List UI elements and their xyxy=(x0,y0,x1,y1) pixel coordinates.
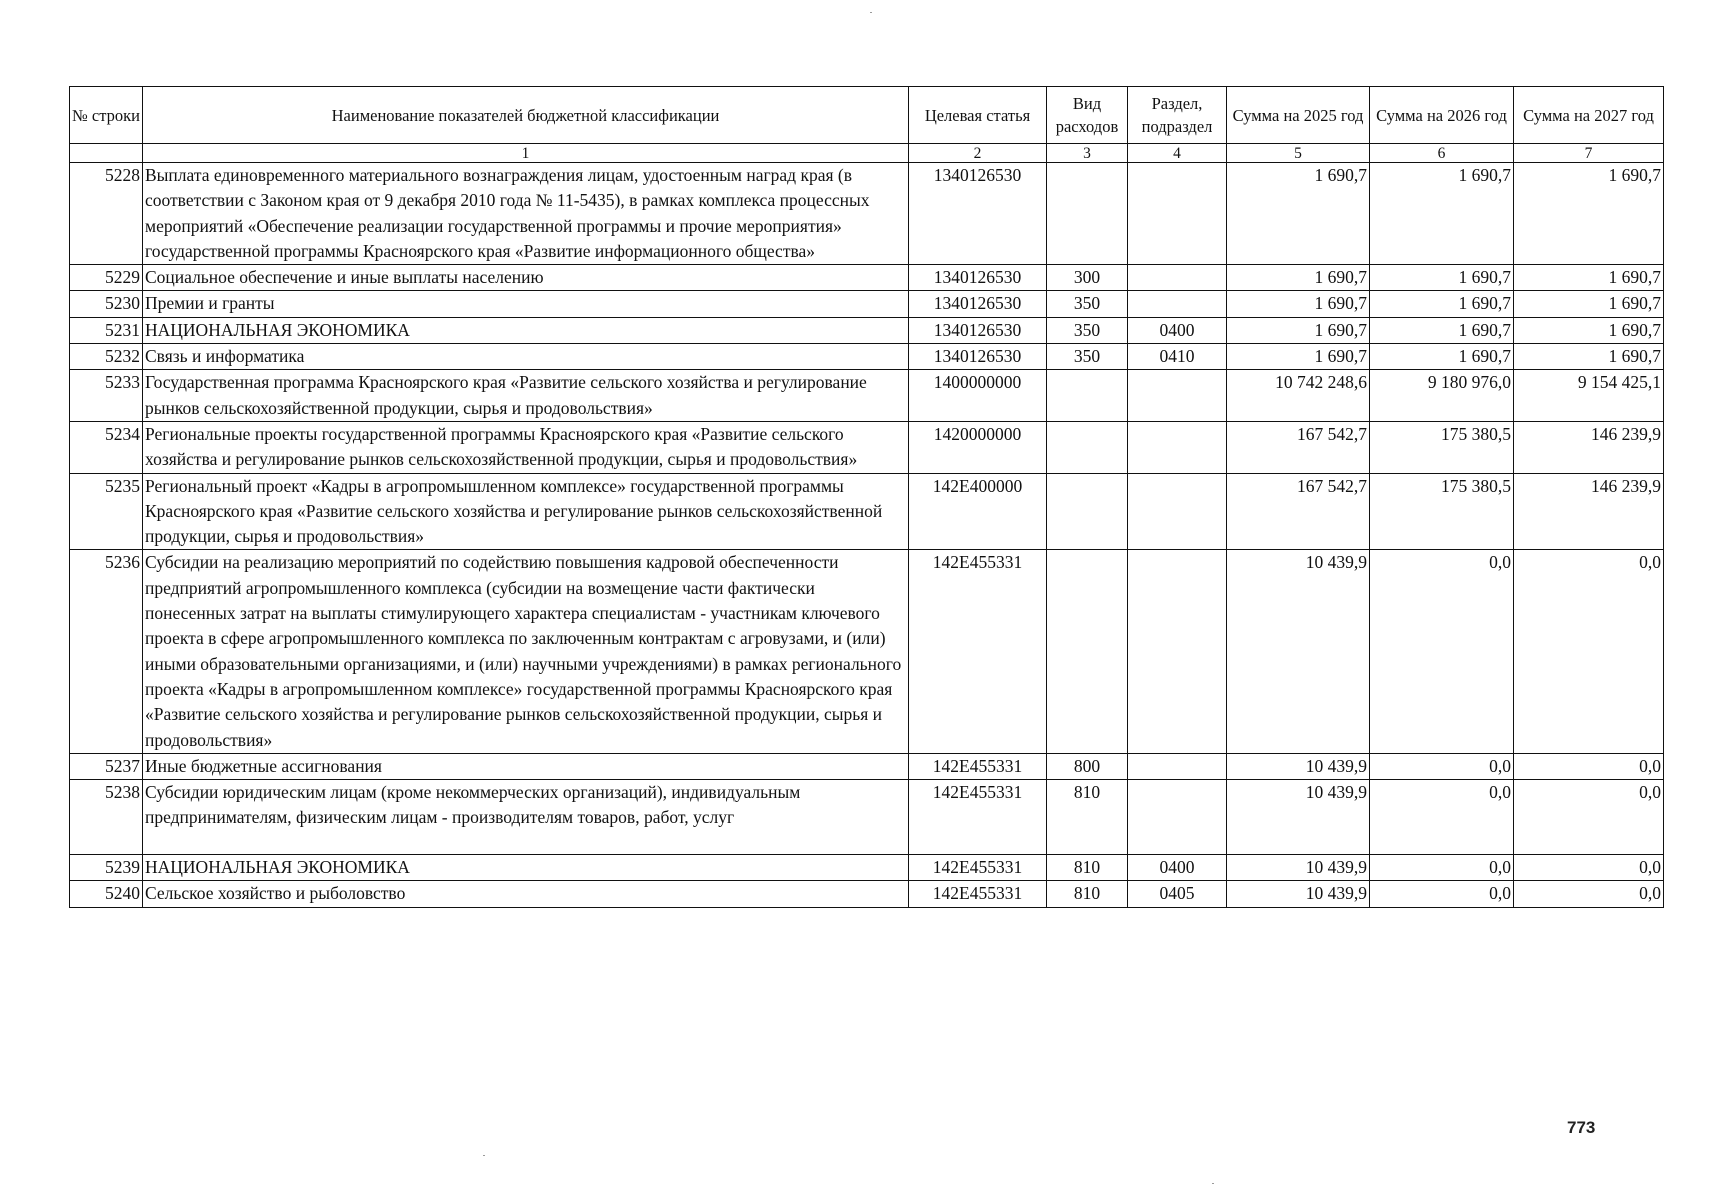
sum-2026: 0,0 xyxy=(1370,550,1514,753)
indicator-name: Субсидии юридическим лицам (кроме некоммерческих организаций), индивидуальным предпринимателям, физическим лицам - производителям товаров, работ, услуг xyxy=(143,780,909,855)
sum-2027: 1 690,7 xyxy=(1514,344,1664,370)
column-number: 4 xyxy=(1128,144,1227,163)
budget-classification-table xyxy=(69,86,1664,908)
table-row xyxy=(70,780,1664,855)
column-number: 5 xyxy=(1227,144,1370,163)
row-number: 5232 xyxy=(70,344,143,370)
expense-type xyxy=(1047,163,1128,265)
table-row xyxy=(70,881,1664,907)
indicator-name: НАЦИОНАЛЬНАЯ ЭКОНОМИКА xyxy=(143,317,909,343)
sum-2025: 1 690,7 xyxy=(1227,291,1370,317)
sum-2027: 0,0 xyxy=(1514,780,1664,855)
sum-2025: 10 439,9 xyxy=(1227,550,1370,753)
sum-2026: 1 690,7 xyxy=(1370,291,1514,317)
row-number: 5239 xyxy=(70,855,143,881)
indicator-name: Иные бюджетные ассигнования xyxy=(143,753,909,779)
indicator-name: Премии и гранты xyxy=(143,291,909,317)
section-code xyxy=(1128,163,1227,265)
target-article: 1340126530 xyxy=(909,163,1047,265)
column-number-row xyxy=(70,144,1664,163)
table-row xyxy=(70,291,1664,317)
sum-2026: 0,0 xyxy=(1370,780,1514,855)
row-number: 5228 xyxy=(70,163,143,265)
indicator-name: Региональные проекты государственной программы Красноярского края «Развитие сельского хозяйства и регулирование рынков сельскохозяйственной продукции, сырья и продовольствия» xyxy=(143,421,909,473)
row-number: 5236 xyxy=(70,550,143,753)
sum-2027: 0,0 xyxy=(1514,855,1664,881)
target-article: 142E400000 xyxy=(909,473,1047,550)
expense-type: 810 xyxy=(1047,881,1128,907)
sum-2026: 0,0 xyxy=(1370,855,1514,881)
table-header xyxy=(70,87,1664,163)
table-row xyxy=(70,163,1664,265)
target-article: 142E455331 xyxy=(909,780,1047,855)
indicator-name: Сельское хозяйство и рыболовство xyxy=(143,881,909,907)
target-article: 1340126530 xyxy=(909,265,1047,291)
table-row xyxy=(70,317,1664,343)
section-code: 0400 xyxy=(1128,855,1227,881)
sum-2025: 1 690,7 xyxy=(1227,317,1370,343)
sum-2026: 175 380,5 xyxy=(1370,473,1514,550)
section-code: 0410 xyxy=(1128,344,1227,370)
header-row-number: № строки xyxy=(70,87,143,144)
column-number: 2 xyxy=(909,144,1047,163)
section-code: 0405 xyxy=(1128,881,1227,907)
column-number: 3 xyxy=(1047,144,1128,163)
row-number: 5231 xyxy=(70,317,143,343)
section-code xyxy=(1128,780,1227,855)
indicator-name: Государственная программа Красноярского края «Развитие сельского хозяйства и регулирование рынков сельскохозяйственной продукции, сырья и продовольствия» xyxy=(143,370,909,422)
target-article: 142E455331 xyxy=(909,881,1047,907)
sum-2025: 10 439,9 xyxy=(1227,753,1370,779)
table-row xyxy=(70,344,1664,370)
sum-2025: 10 439,9 xyxy=(1227,780,1370,855)
target-article: 142E455331 xyxy=(909,855,1047,881)
sum-2025: 10 439,9 xyxy=(1227,881,1370,907)
scan-speck xyxy=(870,12,872,13)
target-article: 1420000000 xyxy=(909,421,1047,473)
sum-2026: 1 690,7 xyxy=(1370,317,1514,343)
table-row xyxy=(70,550,1664,753)
column-number-blank xyxy=(70,144,143,163)
sum-2027: 146 239,9 xyxy=(1514,421,1664,473)
expense-type xyxy=(1047,370,1128,422)
scan-speck xyxy=(1212,1183,1214,1184)
sum-2027: 0,0 xyxy=(1514,753,1664,779)
target-article: 1340126530 xyxy=(909,317,1047,343)
sum-2027: 9 154 425,1 xyxy=(1514,370,1664,422)
sum-2027: 1 690,7 xyxy=(1514,265,1664,291)
target-article: 142E455331 xyxy=(909,753,1047,779)
column-number: 7 xyxy=(1514,144,1664,163)
row-number: 5237 xyxy=(70,753,143,779)
page-number: 773 xyxy=(1567,1118,1596,1137)
sum-2025: 167 542,7 xyxy=(1227,421,1370,473)
sum-2027: 1 690,7 xyxy=(1514,317,1664,343)
sum-2025: 10 742 248,6 xyxy=(1227,370,1370,422)
sum-2027: 0,0 xyxy=(1514,881,1664,907)
row-number: 5229 xyxy=(70,265,143,291)
expense-type: 810 xyxy=(1047,780,1128,855)
header-target-article: Целевая статья xyxy=(909,87,1047,144)
row-number: 5235 xyxy=(70,473,143,550)
sum-2027: 1 690,7 xyxy=(1514,163,1664,265)
expense-type xyxy=(1047,550,1128,753)
header-row xyxy=(70,87,1664,144)
sum-2025: 167 542,7 xyxy=(1227,473,1370,550)
sum-2025: 10 439,9 xyxy=(1227,855,1370,881)
sum-2026: 0,0 xyxy=(1370,753,1514,779)
header-sum-2025: Сумма на 2025 год xyxy=(1227,87,1370,144)
indicator-name: Выплата единовременного материального вознаграждения лицам, удостоенным наград края (в соответствии с Законом края от 9 декабря 2010 года № 11-5435), в рамках комплекса процессных мероприятий «Обеспечение реализации государственной программы и прочие мероприятия» государственной программы Красноярского края «Развитие информационного общества» xyxy=(143,163,909,265)
row-number: 5234 xyxy=(70,421,143,473)
row-number: 5230 xyxy=(70,291,143,317)
target-article: 1340126530 xyxy=(909,344,1047,370)
header-sum-2026: Сумма на 2026 год xyxy=(1370,87,1514,144)
table-row xyxy=(70,370,1664,422)
expense-type xyxy=(1047,473,1128,550)
column-number: 6 xyxy=(1370,144,1514,163)
sum-2026: 1 690,7 xyxy=(1370,265,1514,291)
sum-2026: 1 690,7 xyxy=(1370,163,1514,265)
header-indicator-name: Наименование показателей бюджетной классификации xyxy=(143,87,909,144)
table-body xyxy=(70,163,1664,908)
indicator-name: Связь и информатика xyxy=(143,344,909,370)
section-code: 0400 xyxy=(1128,317,1227,343)
row-number: 5238 xyxy=(70,780,143,855)
section-code xyxy=(1128,370,1227,422)
target-article: 1400000000 xyxy=(909,370,1047,422)
table-row xyxy=(70,473,1664,550)
sum-2027: 1 690,7 xyxy=(1514,291,1664,317)
indicator-name: НАЦИОНАЛЬНАЯ ЭКОНОМИКА xyxy=(143,855,909,881)
header-section: Раздел, подраздел xyxy=(1128,87,1227,144)
sum-2025: 1 690,7 xyxy=(1227,265,1370,291)
section-code xyxy=(1128,753,1227,779)
target-article: 1340126530 xyxy=(909,291,1047,317)
row-number: 5240 xyxy=(70,881,143,907)
table-row xyxy=(70,421,1664,473)
sum-2026: 1 690,7 xyxy=(1370,344,1514,370)
table-row xyxy=(70,855,1664,881)
expense-type xyxy=(1047,421,1128,473)
expense-type: 810 xyxy=(1047,855,1128,881)
table-row xyxy=(70,753,1664,779)
expense-type: 350 xyxy=(1047,317,1128,343)
section-code xyxy=(1128,291,1227,317)
indicator-name: Региональный проект «Кадры в агропромышленном комплексе» государственной программы Красноярского края «Развитие сельского хозяйства и регулирование рынков сельскохозяйственной продукции, сырья и продовольствия» xyxy=(143,473,909,550)
table-row xyxy=(70,265,1664,291)
sum-2026: 9 180 976,0 xyxy=(1370,370,1514,422)
sum-2026: 175 380,5 xyxy=(1370,421,1514,473)
section-code xyxy=(1128,265,1227,291)
section-code xyxy=(1128,473,1227,550)
expense-type: 300 xyxy=(1047,265,1128,291)
scan-speck xyxy=(483,1155,485,1156)
section-code xyxy=(1128,421,1227,473)
sum-2025: 1 690,7 xyxy=(1227,344,1370,370)
indicator-name: Субсидии на реализацию мероприятий по содействию повышения кадровой обеспеченности предприятий агропромышленного комплекса (субсидии на возмещение части фактически понесенных затрат на выплаты стимулирующего характера специалистам - участникам ключевого проекта в сфере агропромышленного комплекса по заключенным контрактам с агровузами, и (или) иными образовательными организациями, и (или) научными учреждениями) в рамках регионального проекта «Кадры в агропромышленном комплексе» государственной программы Красноярского края «Развитие сельского хозяйства и регулирование рынков сельскохозяйственной продукции, сырья и продовольствия» xyxy=(143,550,909,753)
sum-2027: 146 239,9 xyxy=(1514,473,1664,550)
row-number: 5233 xyxy=(70,370,143,422)
sum-2027: 0,0 xyxy=(1514,550,1664,753)
section-code xyxy=(1128,550,1227,753)
expense-type: 800 xyxy=(1047,753,1128,779)
target-article: 142E455331 xyxy=(909,550,1047,753)
expense-type: 350 xyxy=(1047,291,1128,317)
sum-2025: 1 690,7 xyxy=(1227,163,1370,265)
header-sum-2027: Сумма на 2027 год xyxy=(1514,87,1664,144)
header-expense-type: Вид расходов xyxy=(1047,87,1128,144)
expense-type: 350 xyxy=(1047,344,1128,370)
column-number: 1 xyxy=(143,144,909,163)
indicator-name: Социальное обеспечение и иные выплаты населению xyxy=(143,265,909,291)
sum-2026: 0,0 xyxy=(1370,881,1514,907)
